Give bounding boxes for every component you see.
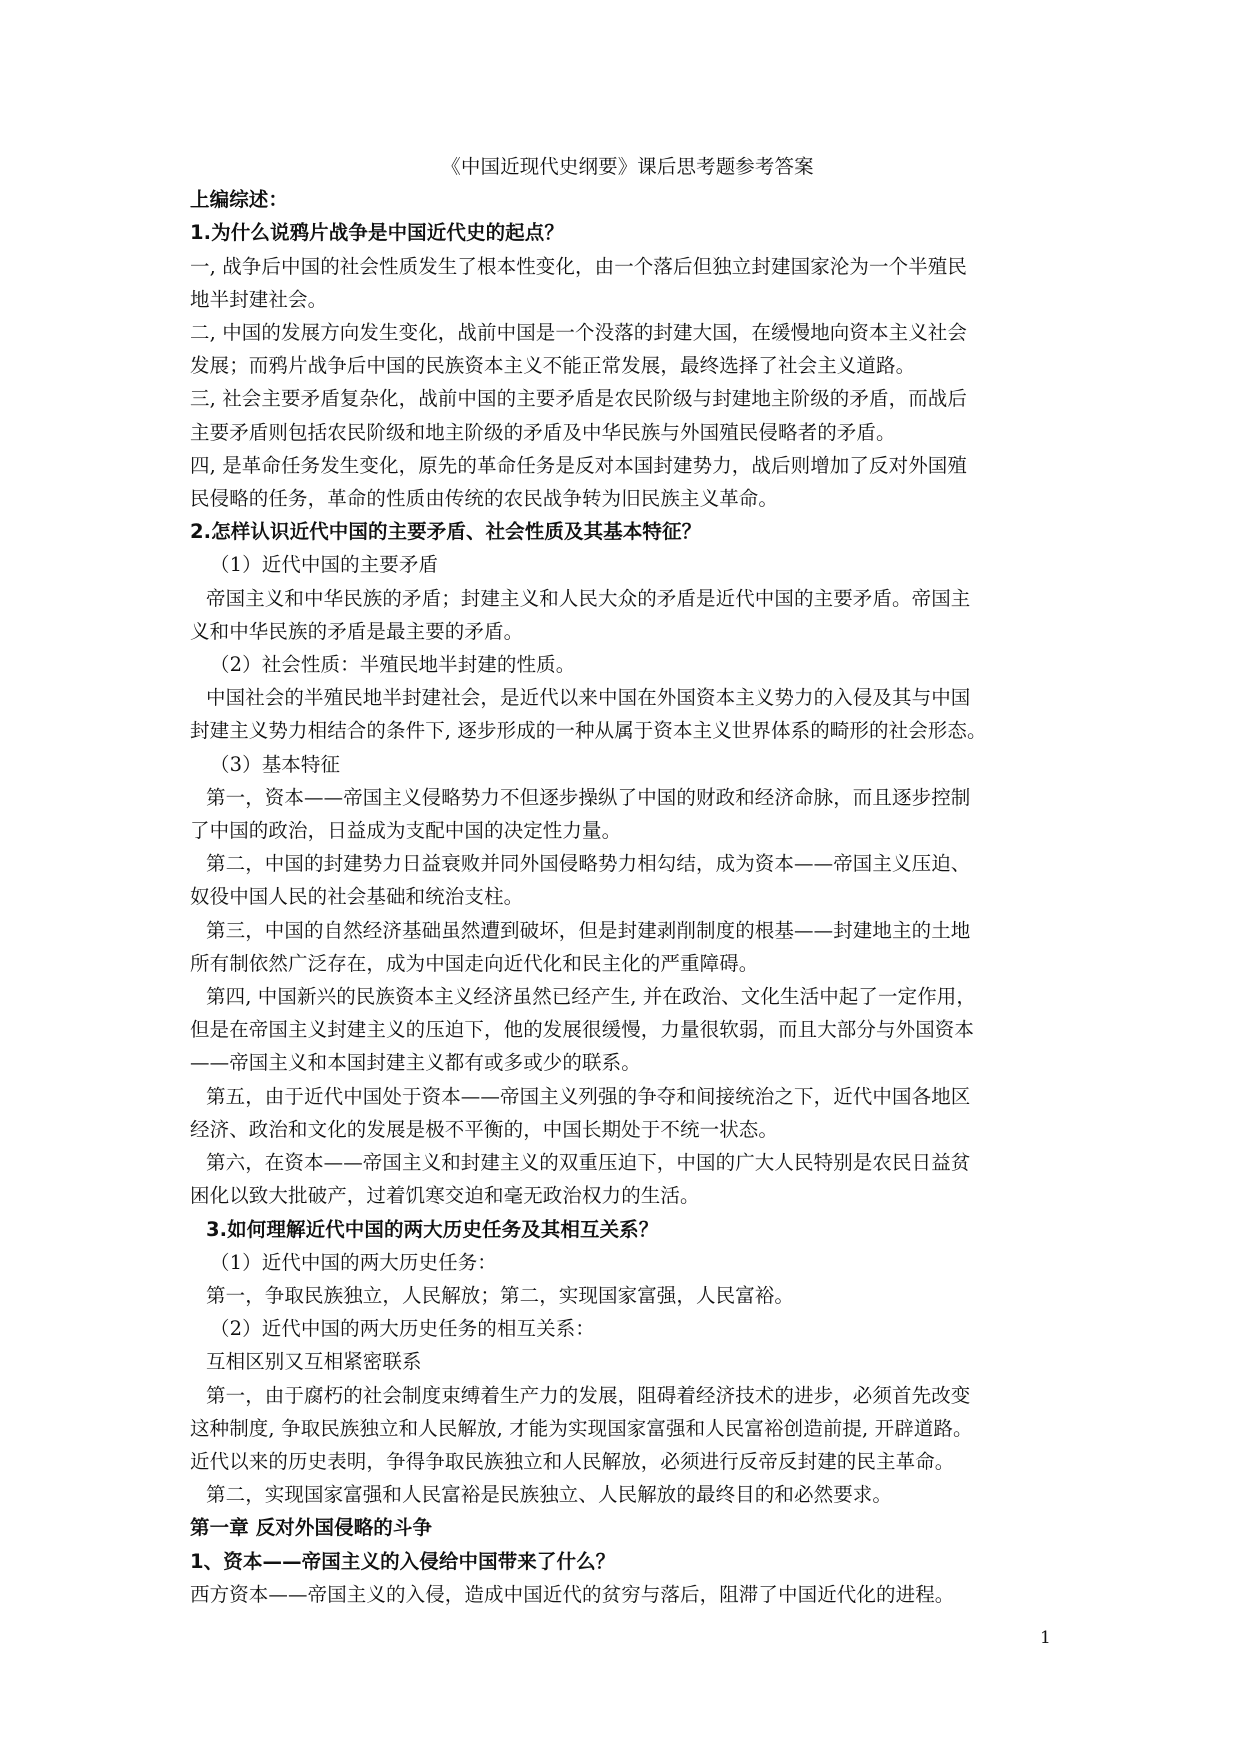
body-line: 义和中华民族的矛盾是最主要的矛盾。 <box>190 619 524 643</box>
body-line: （2）近代中国的两大历史任务的相互关系： <box>210 1317 595 1341</box>
body-line: 第一，争取民族独立，人民解放；第二，实现国家富强，人民富裕。 <box>206 1283 795 1307</box>
body-line: 封建主义势力相结合的条件下, 逐步形成的一种从属于资本主义世界体系的畸形的社会形态。 <box>190 719 987 743</box>
section-heading: 第一章 反对外国侵略的斗争 <box>190 1516 433 1540</box>
section-heading: 3.如何理解近代中国的两大历史任务及其相互关系？ <box>206 1217 659 1241</box>
body-line: 帝国主义和中华民族的矛盾；封建主义和人民大众的矛盾是近代中国的主要矛盾。帝国主 <box>206 586 971 610</box>
body-line: ——帝国主义和本国封建主义都有或多或少的联系。 <box>190 1051 641 1075</box>
page-number: 1 <box>1040 1628 1051 1648</box>
body-line: 第二，实现国家富强和人民富裕是民族独立、人民解放的最终目的和必然要求。 <box>206 1483 893 1507</box>
body-line: 第一，由于腐朽的社会制度束缚着生产力的发展，阻碍着经济技术的进步，必须首先改变 <box>206 1383 971 1407</box>
section-heading: 1、资本——帝国主义的入侵给中国带来了什么？ <box>190 1549 616 1573</box>
body-line: 第五，由于近代中国处于资本——帝国主义列强的争夺和间接统治之下，近代中国各地区 <box>206 1084 971 1108</box>
body-line: 民侵略的任务，革命的性质由传统的农民战争转为旧民族主义革命。 <box>190 487 779 511</box>
body-line: 四, 是革命任务发生变化，原先的革命任务是反对本国封建势力，战后则增加了反对外国殖 <box>190 453 967 477</box>
document-body <box>190 150 1070 1611</box>
body-line: 地半封建社会。 <box>190 287 328 311</box>
body-line: （1）近代中国的两大历史任务： <box>210 1250 497 1274</box>
section-heading: 2.怎样认识近代中国的主要矛盾、社会性质及其基本特征？ <box>190 520 702 544</box>
body-line: 这种制度, 争取民族独立和人民解放, 才能为实现国家富强和人民富裕创造前提, 开辟道路。 <box>190 1416 973 1440</box>
body-line: （1）近代中国的主要矛盾 <box>210 553 439 577</box>
body-line: 一, 战争后中国的社会性质发生了根本性变化，由一个落后但独立封建国家沦为一个半殖民 <box>190 254 967 278</box>
body-line: 所有制依然广泛存在，成为中国走向近代化和民主化的严重障碍。 <box>190 951 759 975</box>
section-heading: 1.为什么说鸦片战争是中国近代史的起点？ <box>190 221 564 245</box>
document-title: 《中国近现代史纲要》课后思考题参考答案 <box>441 155 814 178</box>
body-line: 第三，中国的自然经济基础虽然遭到破坏，但是封建剥削制度的根基——封建地主的土地 <box>206 918 971 942</box>
body-line: 中国社会的半殖民地半封建社会，是近代以来中国在外国资本主义势力的入侵及其与中国 <box>206 686 971 710</box>
body-line: 第四, 中国新兴的民族资本主义经济虽然已经产生, 并在政治、文化生活中起了一定作用， <box>206 985 976 1009</box>
body-line: 但是在帝国主义封建主义的压迫下，他的发展很缓慢，力量很软弱，而且大部分与外国资本 <box>190 1018 975 1042</box>
body-line: 了中国的政治，日益成为支配中国的决定性力量。 <box>190 819 622 843</box>
body-line: 西方资本——帝国主义的入侵，造成中国近代的贫穷与落后，阻滞了中国近代化的进程。 <box>190 1582 955 1606</box>
body-line: 经济、政治和文化的发展是极不平衡的，中国长期处于不统一状态。 <box>190 1117 779 1141</box>
body-line: 近代以来的历史表明，争得争取民族独立和人民解放，必须进行反帝反封建的民主革命。 <box>190 1449 955 1473</box>
section-heading: 上编综述： <box>190 188 289 212</box>
body-line: （2）社会性质：半殖民地半封建的性质。 <box>210 653 576 677</box>
body-line: 三, 社会主要矛盾复杂化，战前中国的主要矛盾是农民阶级与封建地主阶级的矛盾，而战后 <box>190 387 967 411</box>
body-line: 第六，在资本——帝国主义和封建主义的双重压迫下，中国的广大人民特别是农民日益贫 <box>206 1151 971 1175</box>
body-line: （3）基本特征 <box>210 752 341 776</box>
body-line: 互相区别又互相紧密联系 <box>206 1350 422 1374</box>
body-line: 主要矛盾则包括农民阶级和地主阶级的矛盾及中华民族与外国殖民侵略者的矛盾。 <box>190 420 896 444</box>
body-line: 奴役中国人民的社会基础和统治支柱。 <box>190 885 524 909</box>
body-line: 第二，中国的封建势力日益衰败并同外国侵略势力相勾结，成为资本——帝国主义压迫、 <box>206 852 971 876</box>
body-line: 困化以致大批破产，过着饥寒交迫和毫无政治权力的生活。 <box>190 1184 700 1208</box>
body-line: 二, 中国的发展方向发生变化，战前中国是一个没落的封建大国，在缓慢地向资本主义社会 <box>190 321 967 345</box>
body-line: 发展；而鸦片战争后中国的民族资本主义不能正常发展，最终选择了社会主义道路。 <box>190 354 916 378</box>
body-line: 第一，资本——帝国主义侵略势力不但逐步操纵了中国的财政和经济命脉，而且逐步控制 <box>206 785 971 809</box>
